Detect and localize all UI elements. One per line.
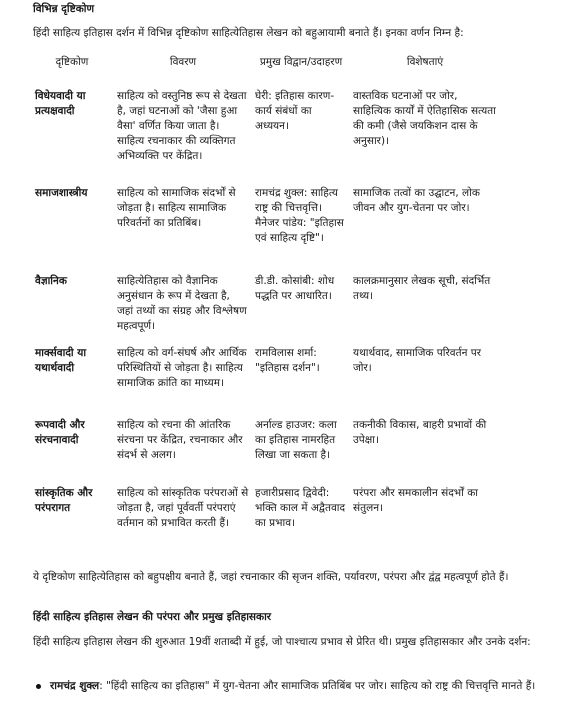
cell-scholars: अर्नाल्ड हाउजर: कला का इतिहास नामरहित लिखा जा सकता है। xyxy=(255,419,337,461)
header-features: विशेषताएं xyxy=(406,56,444,68)
cell-scholars: डी.डी. कोसांबी: शोध पद्धति पर आधारित। xyxy=(255,275,335,302)
cell-features: यथार्थवाद, सामाजिक परिवर्तन पर जोर। xyxy=(353,347,481,374)
bullet-icon xyxy=(36,684,41,689)
table-row xyxy=(30,89,500,186)
table-row xyxy=(30,346,500,418)
intro-paragraph: हिंदी साहित्य इतिहास दर्शन में विभिन्न दृष्टिकोण साहित्येतिहास लेखन को बहुआयामी बनाते हैं। इनका वर्णन निम्न है: xyxy=(33,27,464,39)
table-row xyxy=(30,274,500,346)
cell-scholars: हजारीप्रसाद द्विवेदी: भक्ति काल में अद्वैतवाद का प्रभाव। xyxy=(255,487,346,529)
cell-approach: विधेयवादी या प्रत्यक्षवादी xyxy=(35,90,86,117)
section-heading: विभिन्न दृष्टिकोण xyxy=(33,3,95,15)
cell-description: साहित्य को वस्तुनिष्ठ रूप से देखता है, जहां घटनाओं को 'जैसा हुआ वैसा' वर्णित किया जाता है। साहित्य रचनाकार की व्यक्तिगत अभिव्यक्ति पर केंद्रित। xyxy=(117,90,247,162)
historian-name: रामचंद्र शुक्ल xyxy=(50,680,100,692)
cell-scholars: रामचंद्र शुक्ल: साहित्य राष्ट्र की चित्तवृत्ति। मैनेजर पांडेय: "इतिहास एवं साहित्य दृष्टि"। xyxy=(255,187,344,244)
cell-approach: सांस्कृतिक और परंपरागत xyxy=(35,487,93,514)
historian-text: : "हिंदी साहित्य का इतिहास" में युग-चेतना और सामाजिक प्रतिबिंब पर जोर। साहित्य को राष्ट्र की चित्तवृत्ति मानते हैं। xyxy=(99,680,536,692)
cell-approach: रूपवादी और संरचनावादी xyxy=(35,419,85,446)
header-description: विवरण xyxy=(169,56,197,68)
table-header-row xyxy=(30,52,500,89)
table-row xyxy=(30,418,500,486)
cell-approach: मार्क्सवादी या यथार्थवादी xyxy=(35,347,87,374)
list-item xyxy=(50,679,550,694)
cell-description: साहित्य को रचना की आंतरिक संरचना पर केंद्रित, रचनाकार और संदर्भ से अलग। xyxy=(117,419,243,461)
section2-heading: हिंदी साहित्य इतिहास लेखन की परंपरा और प्रमुख इतिहासकार xyxy=(33,611,272,623)
cell-features: तकनीकी विकास, बाहरी प्रभावों की उपेक्षा। xyxy=(353,419,487,446)
cell-features: वास्तविक घटनाओं पर जोर, साहित्यिक कार्यों में ऐतिहासिक सत्यता की कमी (जैसे जयकिशन दास के अनुसार)। xyxy=(353,90,496,147)
header-scholars: प्रमुख विद्वान/उदाहरण xyxy=(259,56,343,68)
cell-features: परंपरा और समकालीन संदर्भों का संतुलन। xyxy=(353,487,479,514)
header-approach: दृष्टिकोण xyxy=(55,56,89,68)
cell-features: कालक्रमानुसार लेखक सूची, संदर्भित तथ्य। xyxy=(353,275,491,302)
cell-description: साहित्य को सांस्कृतिक परंपराओं से जोड़ता है, जहां पूर्ववर्ती परंपराएं वर्तमान को प्रभावित करती हैं। xyxy=(117,487,249,529)
table-row xyxy=(30,486,500,556)
cell-description: साहित्येतिहास को वैज्ञानिक अनुसंधान के रूप में देखता है, जहां तथ्यों का संग्रह और विश्लेषण महत्वपूर्ण। xyxy=(117,275,247,332)
table-row xyxy=(30,186,500,274)
summary-paragraph: ये दृष्टिकोण साहित्येतिहास को बहुपक्षीय बनाते हैं, जहां रचनाकार की सृजन शक्ति, पर्यावरण, परंपरा और द्वंद्व महत्वपूर्ण होते हैं। xyxy=(33,571,509,583)
cell-description: साहित्य को वर्ग-संघर्ष और आर्थिक परिस्थितियों से जोड़ता है। साहित्य सामाजिक क्रांति का माध्यम। xyxy=(117,347,247,389)
cell-scholars: रामविलास शर्मा: "इतिहास दर्शन"। xyxy=(255,347,320,374)
cell-features: सामाजिक तत्वों का उद्घाटन, लोक जीवन और युग-चेतना पर जोर। xyxy=(353,187,480,214)
section2-paragraph: हिंदी साहित्य इतिहास लेखन की शुरुआत 19वीं शताब्दी में हुई, जो पाश्चात्य प्रभाव से प्रेरित थी। प्रमुख इतिहासकार और उनके दर्शन: xyxy=(33,636,531,648)
cell-description: साहित्य को सामाजिक संदर्भों से जोड़ता है। साहित्य सामाजिक परिवर्तनों का प्रतिबिंब। xyxy=(117,187,236,229)
approaches-table xyxy=(30,52,500,556)
cell-approach: समाजशास्त्रीय xyxy=(35,187,88,199)
cell-scholars: घेरी: इतिहास कारण-कार्य संबंधों का अध्ययन। xyxy=(255,90,335,132)
cell-approach: वैज्ञानिक xyxy=(35,275,67,287)
